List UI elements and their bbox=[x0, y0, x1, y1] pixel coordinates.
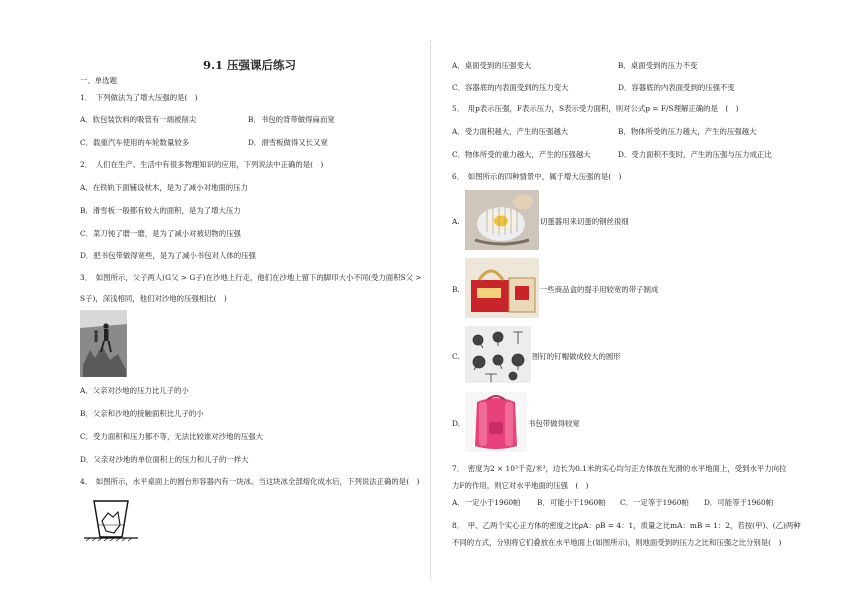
q4-stem: 4． 如图所示，水平桌面上的圆台形容器内有一块冰。当这块冰全部熔化成水后，下列说法正确的是( ) bbox=[80, 477, 420, 486]
q2-option-d: D．把书包带做得宽些，是为了减小书包对人体的压强 bbox=[80, 251, 256, 260]
q4-option-a: A．桌面受到的压强变大 bbox=[452, 61, 532, 70]
page-title: 9.1 压强课后练习 bbox=[203, 58, 297, 72]
q2-option-c: C．菜刀钝了磨一磨，是为了减小对被切物的压强 bbox=[80, 229, 241, 238]
container-ice-figure bbox=[82, 495, 140, 545]
q4-option-d: D．容器底的内表面受到的压强不变 bbox=[618, 83, 735, 92]
q3-option-c: C．受力面积和压力都不等，无法比较谁对沙地的压强大 bbox=[80, 432, 264, 441]
q1-option-d: D．滑雪板做得又长又宽 bbox=[248, 138, 328, 147]
q3-stem-line1: 3． 如图所示，父子两人(G父 > G子)在沙地上行走，他们在沙地上留下的脚印大小不同(受力面积S父 > bbox=[80, 273, 422, 282]
q7-option-c: C．一定等于1960帕 bbox=[620, 498, 689, 507]
q7-option-a: A．一定小于1960帕 bbox=[452, 498, 521, 507]
father-son-photo bbox=[80, 310, 127, 377]
q6-option-a-letter: A. bbox=[452, 217, 460, 226]
q6-option-b: 一些商品盒的提手用较宽的带子制成 bbox=[540, 285, 659, 294]
q6-stem: 6． 如图所示的四种情景中，属于增大压强的是( ) bbox=[452, 172, 622, 181]
gift-box-photo bbox=[465, 258, 539, 318]
schoolbag-photo bbox=[465, 392, 527, 452]
q6-option-d: 书包带做得较宽 bbox=[528, 419, 580, 428]
q5-option-d: D．受力面积不变时，产生的压强与压力成正比 bbox=[618, 150, 772, 159]
q4-option-b: B．桌面受到的压力不变 bbox=[618, 61, 698, 70]
q2-option-a: A．在铁轨下面铺设枕木，是为了减小对地面的压力 bbox=[80, 183, 248, 192]
section-heading: 一、单选题 bbox=[80, 76, 117, 85]
q6-option-c-letter: C. bbox=[452, 352, 460, 361]
q5-option-b: B．物体所受的压力越大，产生的压强越大 bbox=[618, 127, 757, 136]
q1-option-c: C．载重汽车使用的车轮数量较多 bbox=[80, 138, 190, 147]
column-divider bbox=[430, 40, 431, 580]
q7-option-b: B．可能小于1960帕 bbox=[537, 498, 606, 507]
q7-option-d: D．可能等于1960帕 bbox=[704, 498, 774, 507]
q2-stem: 2． 人们在生产、生活中有很多物理知识的应用，下列说法中正确的是( ) bbox=[80, 160, 324, 169]
q5-stem: 5． 用p表示压强，F表示压力，S表示受力面积，则对公式p = F/S理解正确的是 ( ) bbox=[452, 104, 739, 113]
q3-stem-line2: S子)，深浅相同，他们对沙地的压强相比( ) bbox=[80, 294, 227, 303]
q6-option-c: 图钉的钉帽做成较大的圆形 bbox=[532, 352, 621, 361]
egg-slicer-photo bbox=[465, 190, 539, 250]
q6-option-d-letter: D. bbox=[452, 419, 461, 428]
q5-option-a: A．受力面积越大，产生的压强越大 bbox=[452, 127, 569, 136]
q8-stem-line1: 8． 甲、乙两个实心正方体的密度之比ρA：ρB = 4：1，质量之比mA：mB = 1：2，若按(甲)、(乙)两种 bbox=[452, 521, 801, 530]
thumbtacks-photo bbox=[465, 326, 531, 383]
q2-option-b: B．滑雪板一般都有较大的面积，是为了增大压力 bbox=[80, 206, 241, 215]
q8-stem-line2: 不同的方式，分别将它们叠放在水平地面上(如图所示)，则地面受到的压力之比和压强之比分别是( ) bbox=[452, 538, 782, 547]
q3-option-a: A．父亲对沙地的压力比儿子的小 bbox=[80, 386, 189, 395]
q7-stem-line1: 7． 密度为2 × 10³千克/米³，边长为0.1米的实心均匀正方体放在光滑的水平地面上，受到水平力向拉 bbox=[452, 464, 787, 473]
q1-stem: 1． 下列做法为了增大压强的是( ) bbox=[80, 93, 198, 102]
q1-option-a: A．软包装饮料的吸管有一端被削尖 bbox=[80, 115, 197, 124]
q7-stem-line2: 力F的作用，则它对水平地面的压强 ( ) bbox=[452, 481, 589, 490]
q6-option-b-letter: B. bbox=[452, 285, 460, 294]
q1-option-b: B．书包的背带做得扁而宽 bbox=[248, 115, 335, 124]
q6-option-a: 切蛋器用来切蛋的钢丝很细 bbox=[540, 217, 629, 226]
q4-option-c: C．容器底的内表面受到的压力变大 bbox=[452, 83, 569, 92]
q3-option-b: B．父亲和沙地的接触面积比儿子的小 bbox=[80, 409, 204, 418]
q3-option-d: D．父亲对沙地的单位面积上的压力和儿子的一样大 bbox=[80, 455, 249, 464]
q5-option-c: C．物体所受的重力越大，产生的压强越大 bbox=[452, 150, 591, 159]
